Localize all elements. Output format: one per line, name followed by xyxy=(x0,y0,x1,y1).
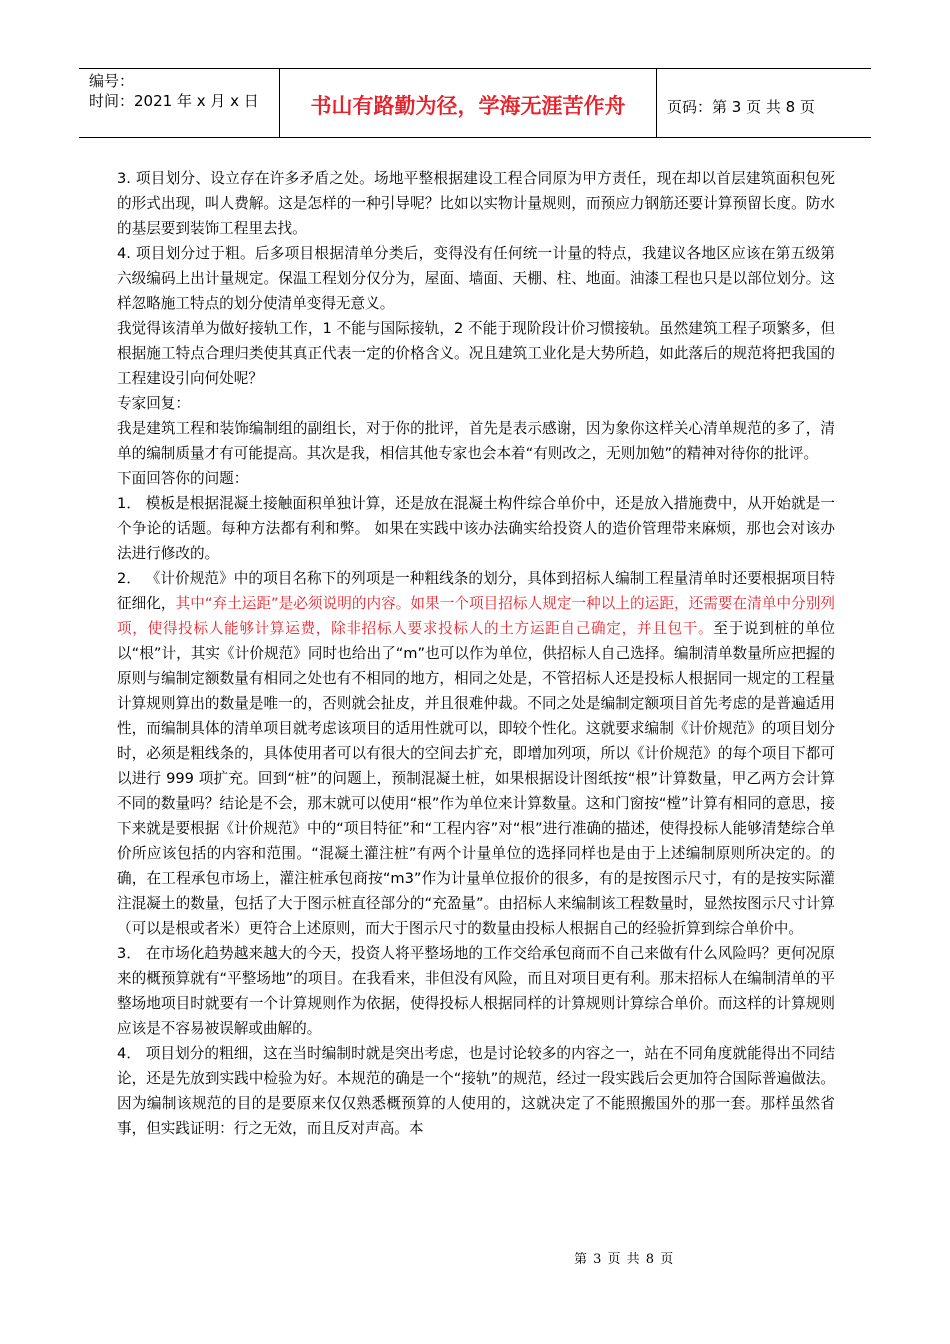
time-label: 时间：2021 年 x 月 x 日 xyxy=(89,92,259,110)
header-meta xyxy=(79,69,280,137)
paragraph: 我是建筑工程和装饰编制组的副组长，对于你的批评，首先是表示感谢，因为象你这样关心清单规范的多了，清单的编制质量才有可能提高。其次是我，相信其他专家也会本着“有则改之，无则加勉”的精神对待你的批评。 xyxy=(117,420,835,462)
document-body xyxy=(117,166,835,1141)
paragraph: 4． 项目划分的粗细，这在当时编制时就是突出考虑，也是讨论较多的内容之一，站在不同角度就能得出不同结论，还是先放到实践中检验为好。本规范的确是一个“接轨”的规范，经过一段实践后会更加符合国际普遍做法。因为编制该规范的目的是要原来仅仅熟悉概预算的人使用的，这就决定了不能照搬国外的那一套。那样虽然省事，但实践证明：行之无效，而且反对声高。本 xyxy=(117,1045,835,1137)
header-motto: 书山有路勤为径，学海无涯苦作舟 xyxy=(280,69,657,137)
paragraph: 我觉得该清单为做好接轨工作，1 不能与国际接轨，2 不能于现阶段计价习惯接轨。虽然建筑工程子项繁多，但根据施工特点合理归类使其真正代表一定的价格含义。况且建筑工业化是大势所趋，如此落后的规范将把我国的工程建设引向何处呢？ xyxy=(117,320,835,387)
paragraph: 4. 项目划分过于粗。后多项目根据清单分类后，变得没有任何统一计量的特点，我建议各地区应该在第五级第六级编码上出计量规定。保温工程划分仅分为，屋面、墙面、天棚、柱、地面。油漆工程也只是以部位划分。这样忽略施工特点的划分使清单变得无意义。 xyxy=(117,245,835,312)
page-footer: 第 3 页 共 8 页 xyxy=(574,1252,675,1267)
paragraph xyxy=(117,566,835,941)
paragraph-text: 2． 《计价规范》中的项目名称下的列项是一种粗线条的划分，具体到招标人编制工程量清单时还要根据项目特征细化， xyxy=(117,570,835,612)
paragraph: 3． 在市场化趋势越来越大的今天，投资人将平整场地的工作交给承包商而不自己来做有什么风险吗？更何况原来的概预算就有“平整场地”的项目。在我看来，非但没有风险，而且对项目更有利。那末招标人在编制清单的平整场地项目时就要有一个计算规则作为依据，使得投标人根据同样的计算规则计算综合单价。而这样的计算规则应该是不容易被误解或曲解的。 xyxy=(117,945,835,1037)
header-page-info: 页码：第 3 页 共 8 页 xyxy=(667,97,815,116)
code-label: 编号： xyxy=(89,72,135,90)
paragraph-text: 至于说到桩的单位以“根”计，其实《计价规范》同时也给出了“m”也可以作为单位，供招标人自己选择。编制清单数量所应把握的原则与编制定额数量有相同之处也有不相同的地方，相同之处是，不管招标人还是投标人根据同一规定的工程量计算规则算出的数量是唯一的，否则就会扯皮，并且很难仲裁。不同之处是编制定额项目首先考虑的是普遍适用性，而编制具体的清单项目就考虑该项目的适用性就可以，即较个性化。这就要求编制《计价规范》的项目划分时，必须是粗线条的，具体使用者可以有很大的空间去扩充，即增加列项，所以《计价规范》的每个项目下都可以进行 999 项扩充。回到“桩”的问题上，预制混凝土桩，如果根据设计图纸按“根”计算数量，甲乙两方会计算不同的数量吗？结论是不会，那末就可以使用“根”作为单位来计算数量。这和门窗按“樘”计算有相同的意思，接下来就是要根据《计价规范》中的“项目特征”和“工程内容”对“根”进行准确的描述，使得投标人能够清楚综合单价所应该包括的内容和范围。“混凝土灌注桩”有两个计量单位的选择同样也是由于上述编制原则所决定的。的确，在工程承包市场上，灌注桩承包商按“m3”作为计量单位报价的很多，有的是按图示尺寸，有的是按实际灌注混凝土的数量，包括了大于图示桩直径部分的“充盈量”。由招标人来编制该工程数量时，显然按图示尺寸计算（可以是根或者米）更符合上述原则，而大于图示尺寸的数量由投标人根据自己的经验折算到综合单价中。 xyxy=(117,620,835,937)
highlighted-text: 其中“弃土运距”是必须说明的内容。如果一个项目招标人规定一种以上的运距，还需要在清单中分别列项，使得投标人能够计算运费，除非招标人要求投标人的土方运距自己确定，并且包干。 xyxy=(117,595,835,637)
document-header xyxy=(79,68,871,138)
paragraph: 专家回复： xyxy=(117,395,190,412)
paragraph: 3. 项目划分、设立存在许多矛盾之处。场地平整根据建设工程合同原为甲方责任，现在却以首层建筑面积包死的形式出现，叫人费解。这是怎样的一种引导呢？比如以实物计量规则，而预应力钢筋还要计算预留长度。防水的基层要到装饰工程里去找。 xyxy=(117,170,835,237)
paragraph: 1． 模板是根据混凝土接触面积单独计算，还是放在混凝土构件综合单价中，还是放入措施费中，从开始就是一个争论的话题。每种方法都有利和弊。 如果在实践中该办法确实给投资人的造价管理带来麻烦，那也会对该办法进行修改的。 xyxy=(117,495,835,562)
paragraph: 下面回答你的问题： xyxy=(117,470,249,487)
